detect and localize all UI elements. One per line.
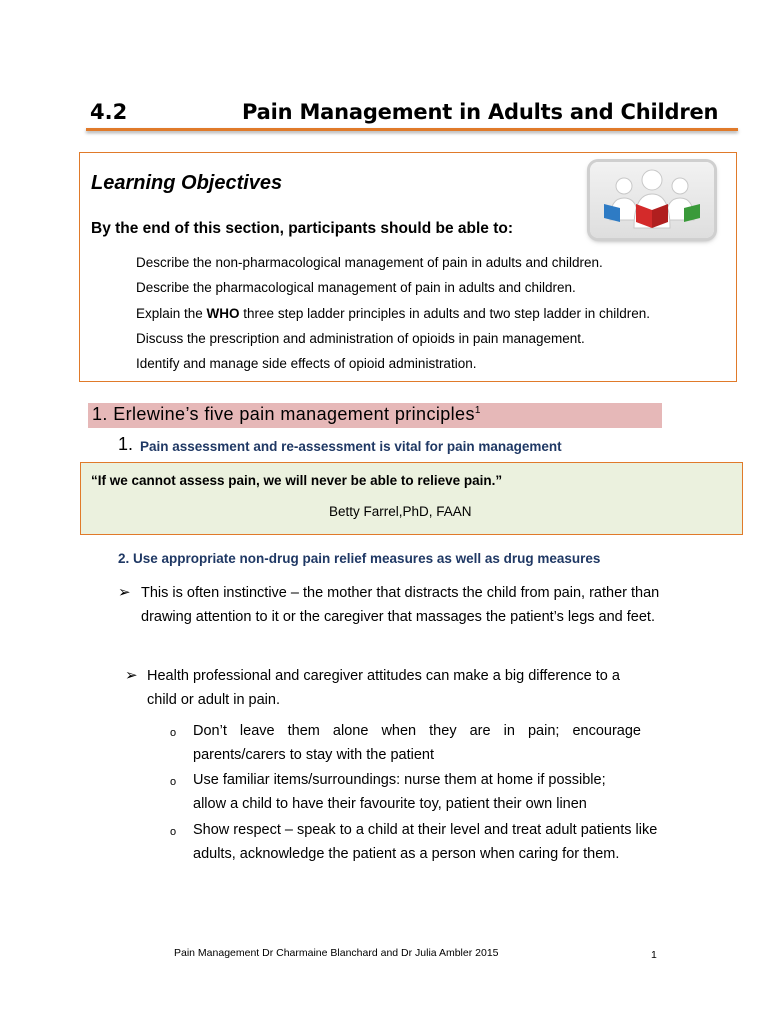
bullet-paragraph: Health professional and caregiver attitudes can make a big difference to a child or adult in pain.: [147, 668, 620, 708]
principle-heading: Pain assessment and re-assessment is vital for pain management: [140, 439, 562, 454]
quote-author: Betty Farrel,PhD, FAAN: [329, 504, 472, 519]
learning-objectives-intro: By the end of this section, participants should be able to:: [91, 220, 513, 237]
list-item: Describe the pharmacological management of pain in adults and children.: [136, 280, 576, 296]
list-item-bold: WHO: [206, 305, 240, 321]
section-heading: [92, 404, 481, 425]
section-number: 4.2: [90, 100, 128, 124]
list-item-text: three step ladder principles in adults and two step ladder in children.: [239, 305, 651, 321]
sub-bullet-item: Show respect – speak to a child at their level and treat adult patients like adults, acknowledge the patient as a person when caring for them.: [193, 822, 658, 862]
arrow-bullet-icon: ➢: [125, 666, 138, 684]
circle-bullet-icon: o: [170, 776, 177, 788]
arrow-bullet-icon: ➢: [118, 583, 131, 601]
principle-heading: 2. Use appropriate non-drug pain relief measures as well as drug measures: [118, 551, 601, 566]
people-reading-books-icon: [590, 162, 714, 238]
list-item: Identify and manage side effects of opioid administration.: [136, 356, 477, 372]
list-item-text: Explain the: [136, 305, 207, 321]
page-number: 1: [651, 949, 657, 961]
principle-number: 1.: [118, 434, 134, 454]
sub-bullet-item: Don’t leave them alone when they are in pain; encourage parents/carers to stay with the patient: [193, 723, 641, 763]
header-rule: [86, 128, 738, 131]
people-reading-books-icon-graphic: [590, 162, 714, 238]
learning-objectives-title: Learning Objectives: [91, 172, 283, 194]
sub-bullet-item: Use familiar items/surroundings: nurse them at home if possible; allow a child to have their favourite toy, patient their own linen: [193, 772, 606, 812]
quote-text: “If we cannot assess pain, we will never be able to relieve pain.”: [91, 473, 503, 488]
list-item: Describe the non-pharmacological management of pain in adults and children.: [136, 255, 603, 270]
list-item: Discuss the prescription and administration of opioids in pain management.: [136, 330, 585, 346]
list-item: [136, 305, 736, 330]
footnote-reference: 1: [474, 405, 481, 416]
section-heading-text: 1. Erlewine’s five pain management principles: [92, 404, 475, 424]
learning-objectives-list: [136, 254, 736, 380]
circle-bullet-icon: o: [170, 826, 177, 838]
page-title: Pain Management in Adults and Children: [242, 100, 719, 124]
circle-bullet-icon: o: [170, 727, 177, 739]
bullet-paragraph: This is often instinctive – the mother that distracts the child from pain, rather than drawing attention to it or the caregiver that massages the patient’s legs and feet.: [141, 585, 660, 625]
page-footer: Pain Management Dr Charmaine Blanchard and Dr Julia Ambler 2015: [174, 947, 499, 959]
